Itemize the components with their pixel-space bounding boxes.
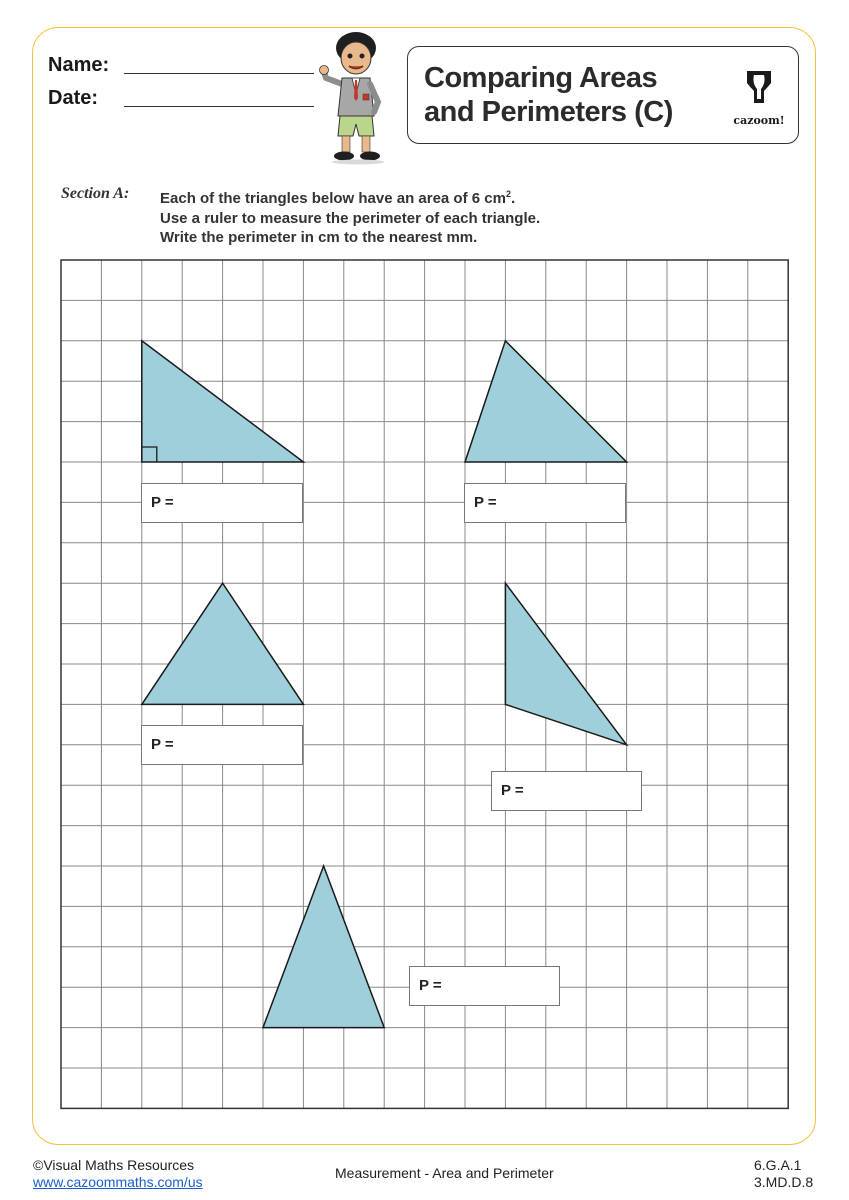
perimeter-answer-box-5[interactable]: P = bbox=[409, 966, 560, 1006]
instruction-line-1-text: Each of the triangles below have an area of 6 cm bbox=[160, 190, 506, 207]
instruction-line-1-end: . bbox=[510, 190, 516, 207]
website-link[interactable]: www.cazoommaths.com/us bbox=[33, 1174, 203, 1190]
logo-text: cazoom! bbox=[733, 114, 785, 127]
copyright-text: ©Visual Maths Resources bbox=[33, 1157, 195, 1173]
name-label: Name: bbox=[48, 54, 110, 76]
perimeter-answer-box-2[interactable]: P = bbox=[464, 483, 626, 523]
squared-superscript: 2 bbox=[505, 189, 511, 199]
triangle-3 bbox=[142, 583, 304, 704]
date-label: Date: bbox=[48, 87, 99, 109]
instruction-line-3: Write the perimeter in cm to the nearest mm. bbox=[160, 229, 478, 246]
section-label: Section A: bbox=[61, 185, 130, 202]
perimeter-answer-box-4[interactable]: P = bbox=[491, 771, 642, 811]
standard-code-1: 6.G.A.1 bbox=[754, 1157, 802, 1173]
instruction-line-2: Use a ruler to measure the perimeter of each triangle. bbox=[160, 209, 541, 227]
title-line-1: Comparing Areas bbox=[424, 62, 658, 94]
footer-topic: Measurement - Area and Perimeter bbox=[335, 1165, 554, 1181]
footer-standards bbox=[754, 1157, 813, 1191]
perimeter-answer-box-3[interactable]: P = bbox=[141, 725, 303, 765]
perimeter-answer-box-1[interactable]: P = bbox=[141, 483, 303, 523]
title-line-2: and Perimeters (C) bbox=[424, 96, 673, 128]
standard-code-2: 3.MD.D.8 bbox=[754, 1174, 814, 1190]
footer-left bbox=[33, 1157, 203, 1191]
